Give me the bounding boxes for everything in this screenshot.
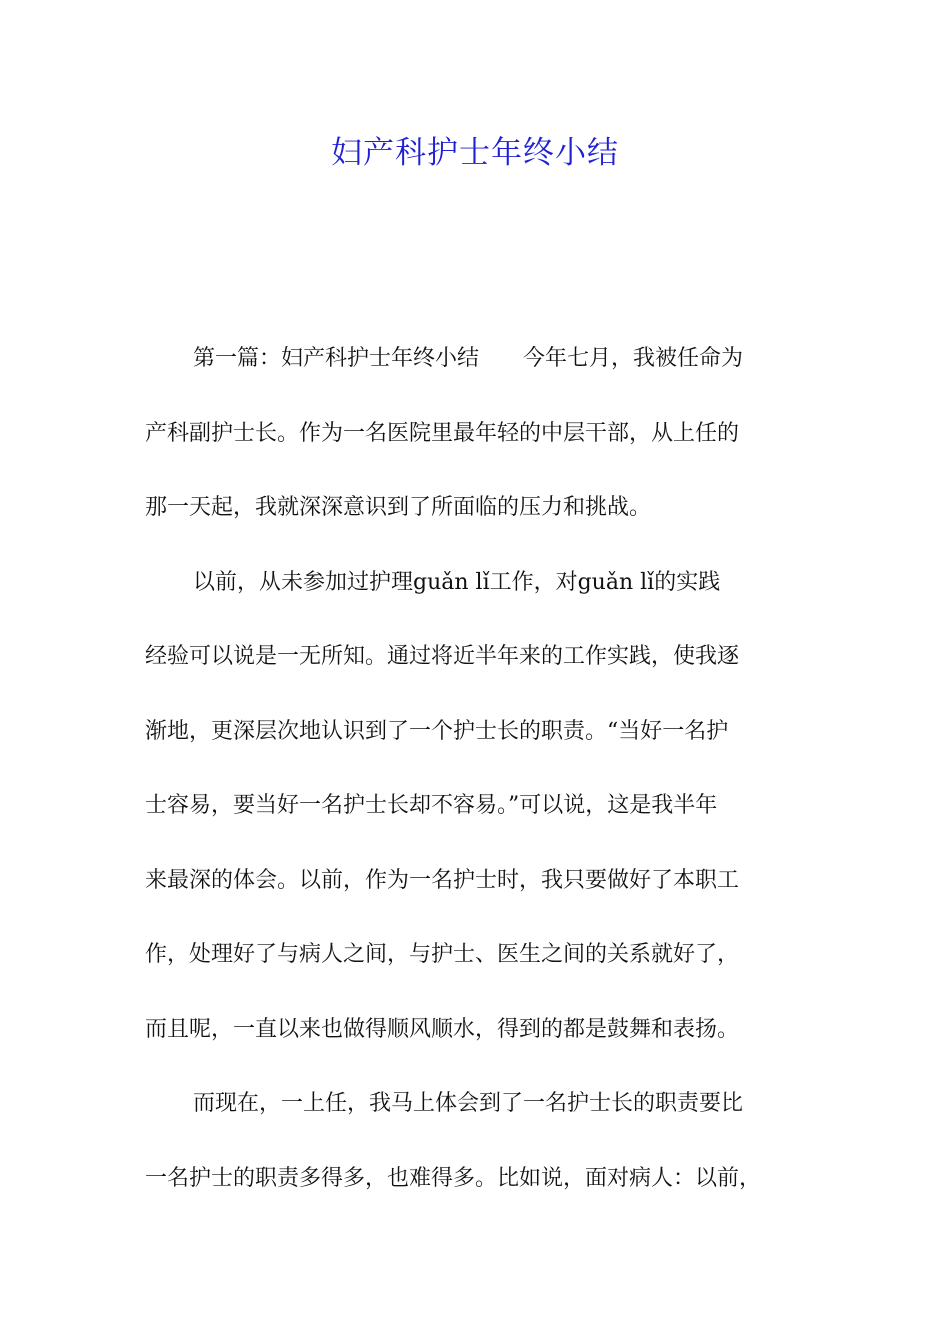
text-line: 而现在，一上任，我马上体会到了一名护士长的职责要比 bbox=[193, 1091, 744, 1116]
text-line: 渐地，更深层次地认识到了一个护士长的职责。“当好一名护 bbox=[145, 718, 729, 744]
document-body bbox=[145, 337, 810, 1231]
text-line: 而且呢，一直以来也做得顺风顺水，得到的都是鼓舞和表扬。 bbox=[145, 1016, 740, 1042]
text-line: 产科副护士长。作为一名医院里最年轻的中层干部，从上任的 bbox=[145, 420, 740, 446]
text-line: 以前，从未参加过护理guǎn lǐ工作，对guǎn lǐ的实践 bbox=[193, 569, 721, 595]
text-line: 经验可以说是一无所知。通过将近半年来的工作实践，使我逐 bbox=[145, 644, 740, 669]
text-line: 那一天起，我就深深意识到了所面临的压力和挑战。 bbox=[145, 495, 652, 520]
page-title: 妇产科护士年终小结 bbox=[331, 135, 619, 171]
text-line: 一名护士的职责多得多，也难得多。比如说，面对病人：以前， bbox=[145, 1165, 762, 1191]
text-line: 来最深的体会。以前，作为一名护士时，我只要做好了本职工 bbox=[145, 867, 740, 893]
text-line: 士容易，要当好一名护士长却不容易。”可以说，这是我半年 bbox=[145, 793, 718, 818]
text-line: 作，处理好了与病人之间，与护士、医生之间的关系就好了， bbox=[145, 942, 740, 967]
text-line: 第一篇：妇产科护士年终小结 今年七月，我被任命为 bbox=[193, 346, 744, 371]
